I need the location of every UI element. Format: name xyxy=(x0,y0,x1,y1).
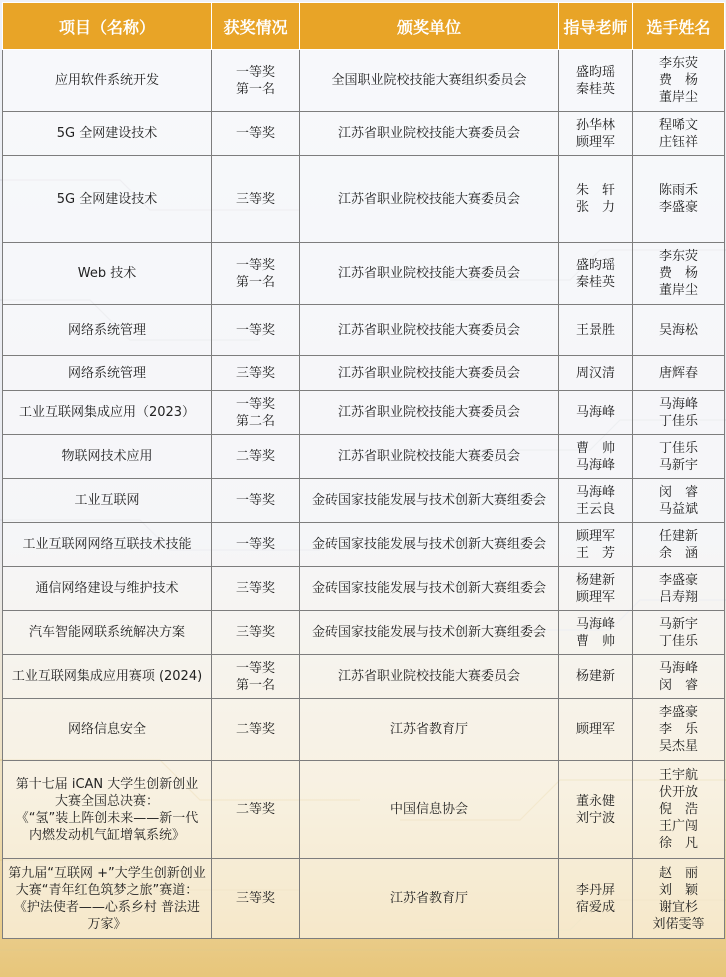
students-cell: 李盛豪 吕寿翔 xyxy=(633,567,725,611)
award-cell: 三等奖 xyxy=(212,611,300,655)
students-cell: 李东荧 费 杨 董岸尘 xyxy=(633,243,725,305)
table-row xyxy=(3,567,725,611)
award-cell: 三等奖 xyxy=(212,156,300,243)
students-cell: 闵 睿 马益斌 xyxy=(633,479,725,523)
table-row xyxy=(3,305,725,356)
award-cell: 一等奖 第一名 xyxy=(212,655,300,699)
award-cell: 二等奖 xyxy=(212,435,300,479)
project-cell: 网络信息安全 xyxy=(3,699,212,761)
students-cell: 陈雨禾 李盛豪 xyxy=(633,156,725,243)
header-students: 选手姓名 xyxy=(633,3,725,50)
teachers-cell: 马海峰 xyxy=(559,391,633,435)
table-row xyxy=(3,50,725,112)
teachers-cell: 董永健 刘宁波 xyxy=(559,761,633,859)
org-cell: 江苏省职业院校技能大赛委员会 xyxy=(300,112,559,156)
students-cell: 马海峰 闵 睿 xyxy=(633,655,725,699)
students-cell: 唐辉春 xyxy=(633,356,725,391)
teachers-cell: 朱 轩 张 力 xyxy=(559,156,633,243)
award-cell: 一等奖 xyxy=(212,112,300,156)
org-cell: 江苏省职业院校技能大赛委员会 xyxy=(300,156,559,243)
award-cell: 一等奖 第二名 xyxy=(212,391,300,435)
project-cell: 第九届“互联网 +”大学生创新创业 大赛“青年红色筑梦之旅”赛道： 《护法使者——心系乡村 普法进 万家》 xyxy=(3,859,212,939)
org-cell: 金砖国家技能发展与技术创新大赛组委会 xyxy=(300,611,559,655)
teachers-cell: 曹 帅 马海峰 xyxy=(559,435,633,479)
project-cell: 工业互联网网络互联技术技能 xyxy=(3,523,212,567)
table-row xyxy=(3,655,725,699)
project-cell: Web 技术 xyxy=(3,243,212,305)
award-cell: 一等奖 xyxy=(212,523,300,567)
students-cell: 赵 丽 刘 颖 谢宜杉 刘偌雯等 xyxy=(633,859,725,939)
project-cell: 工业互联网 xyxy=(3,479,212,523)
org-cell: 江苏省教育厅 xyxy=(300,859,559,939)
table-row xyxy=(3,761,725,859)
students-cell: 马海峰 丁佳乐 xyxy=(633,391,725,435)
project-cell: 应用软件系统开发 xyxy=(3,50,212,112)
org-cell: 江苏省职业院校技能大赛委员会 xyxy=(300,435,559,479)
org-cell: 江苏省职业院校技能大赛委员会 xyxy=(300,655,559,699)
project-cell: 5G 全网建设技术 xyxy=(3,112,212,156)
project-cell: 工业互联网集成应用（2023） xyxy=(3,391,212,435)
award-cell: 二等奖 xyxy=(212,699,300,761)
award-cell: 三等奖 xyxy=(212,859,300,939)
teachers-cell: 杨建新 xyxy=(559,655,633,699)
org-cell: 江苏省职业院校技能大赛委员会 xyxy=(300,356,559,391)
award-cell: 二等奖 xyxy=(212,761,300,859)
project-cell: 汽车智能网联系统解决方案 xyxy=(3,611,212,655)
students-cell: 李东荧 费 杨 董岸尘 xyxy=(633,50,725,112)
project-cell: 第十七届 iCAN 大学生创新创业 大赛全国总决赛： 《“氢”装上阵创未来——新一代 内燃发动机气缸增氧系统》 xyxy=(3,761,212,859)
students-cell: 李盛豪 李 乐 吴杰星 xyxy=(633,699,725,761)
project-cell: 通信网络建设与维护技术 xyxy=(3,567,212,611)
teachers-cell: 盛昀瑶 秦桂英 xyxy=(559,243,633,305)
students-cell: 王宇航 伏开放 倪 浩 王广闯 徐 凡 xyxy=(633,761,725,859)
award-cell: 三等奖 xyxy=(212,356,300,391)
award-cell: 一等奖 xyxy=(212,479,300,523)
award-cell: 一等奖 第一名 xyxy=(212,50,300,112)
teachers-cell: 孙华林 顾理军 xyxy=(559,112,633,156)
teachers-cell: 马海峰 王云良 xyxy=(559,479,633,523)
teachers-cell: 杨建新 顾理军 xyxy=(559,567,633,611)
students-cell: 马新宇 丁佳乐 xyxy=(633,611,725,655)
table-row xyxy=(3,112,725,156)
table-row xyxy=(3,699,725,761)
header-teachers: 指导老师 xyxy=(559,3,633,50)
table-row xyxy=(3,479,725,523)
org-cell: 江苏省职业院校技能大赛委员会 xyxy=(300,243,559,305)
students-cell: 丁佳乐 马新宇 xyxy=(633,435,725,479)
project-cell: 物联网技术应用 xyxy=(3,435,212,479)
award-cell: 三等奖 xyxy=(212,567,300,611)
header-org: 颁奖单位 xyxy=(300,3,559,50)
teachers-cell: 顾理军 王 芳 xyxy=(559,523,633,567)
project-cell: 网络系统管理 xyxy=(3,356,212,391)
header-row xyxy=(3,3,725,50)
teachers-cell: 王景胜 xyxy=(559,305,633,356)
table-row xyxy=(3,611,725,655)
table-row xyxy=(3,356,725,391)
table-row xyxy=(3,523,725,567)
org-cell: 江苏省职业院校技能大赛委员会 xyxy=(300,391,559,435)
students-cell: 程唏文 庄钰祥 xyxy=(633,112,725,156)
teachers-cell: 李丹屏 宿爱成 xyxy=(559,859,633,939)
award-cell: 一等奖 xyxy=(212,305,300,356)
table-row xyxy=(3,435,725,479)
table-row xyxy=(3,391,725,435)
teachers-cell: 顾理军 xyxy=(559,699,633,761)
table-row xyxy=(3,859,725,939)
teachers-cell: 盛昀瑶 秦桂英 xyxy=(559,50,633,112)
org-cell: 金砖国家技能发展与技术创新大赛组委会 xyxy=(300,479,559,523)
header-award: 获奖情况 xyxy=(212,3,300,50)
org-cell: 江苏省教育厅 xyxy=(300,699,559,761)
org-cell: 全国职业院校技能大赛组织委员会 xyxy=(300,50,559,112)
table-row xyxy=(3,243,725,305)
project-cell: 5G 全网建设技术 xyxy=(3,156,212,243)
students-cell: 吴海松 xyxy=(633,305,725,356)
org-cell: 金砖国家技能发展与技术创新大赛组委会 xyxy=(300,567,559,611)
project-cell: 工业互联网集成应用赛项 (2024) xyxy=(3,655,212,699)
teachers-cell: 周汉清 xyxy=(559,356,633,391)
awards-table xyxy=(2,2,725,939)
org-cell: 中国信息协会 xyxy=(300,761,559,859)
award-cell: 一等奖 第一名 xyxy=(212,243,300,305)
table-row xyxy=(3,156,725,243)
org-cell: 江苏省职业院校技能大赛委员会 xyxy=(300,305,559,356)
students-cell: 任建新 余 涵 xyxy=(633,523,725,567)
project-cell: 网络系统管理 xyxy=(3,305,212,356)
teachers-cell: 马海峰 曹 帅 xyxy=(559,611,633,655)
org-cell: 金砖国家技能发展与技术创新大赛组委会 xyxy=(300,523,559,567)
header-project: 项目（名称） xyxy=(3,3,212,50)
